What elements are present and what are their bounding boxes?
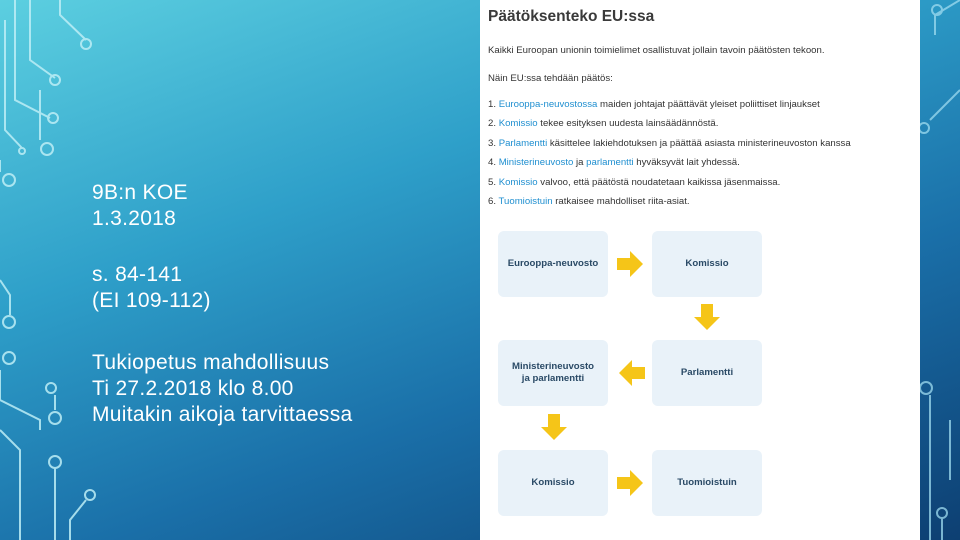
page-range: s. 84-141: [92, 263, 183, 286]
panel-lead: Näin EU:ssa tehdään päätös:: [488, 73, 613, 84]
flow-box-komissio-2: Komissio: [498, 450, 608, 516]
panel-title: Päätöksenteko EU:ssa: [488, 8, 655, 25]
flow-box-tuomioistuin: Tuomioistuin: [652, 450, 762, 516]
list-item: 4. Ministerineuvosto ja parlamentti hyväksyvät lait yhdessä.: [488, 157, 740, 169]
tutoring-other: Muitakin aikoja tarvittaessa: [92, 403, 353, 426]
exam-info: [92, 180, 188, 232]
link-eurooppa-neuvostossa[interactable]: Eurooppa-neuvostossa: [498, 99, 598, 110]
tutoring-info: [92, 350, 353, 428]
decision-steps: [488, 99, 851, 215]
link-parlamentti[interactable]: Parlamentti: [498, 137, 548, 149]
arrow-down-icon-2: [541, 414, 567, 440]
arrow-right-icon: [617, 251, 643, 277]
link-tuomioistuin[interactable]: Tuomioistuin: [498, 195, 553, 207]
tutoring-title: Tukiopetus mahdollisuus: [92, 351, 330, 374]
link-komissio-2[interactable]: Komissio: [498, 176, 538, 188]
list-item: 6. Tuomioistuin ratkaisee mahdolliset riita-asiat.: [488, 195, 690, 207]
eu-decision-panel: [480, 0, 920, 540]
tutoring-time: Ti 27.2.2018 klo 8.00: [92, 377, 294, 400]
list-item: 2. Komissio tekee esityksen uudesta lainsäädännöstä.: [488, 118, 719, 130]
link-parlamentti-2[interactable]: parlamentti: [586, 157, 634, 169]
list-item: 5. Komissio valvoo, että päätöstä noudatetaan kaikissa jäsenmaissa.: [488, 176, 781, 188]
list-item: 1. Eurooppa-neuvostossa maiden johtajat päättävät yleiset poliittiset linjaukset: [488, 99, 820, 110]
flow-box-ministerineuvosto: Ministerineuvosto ja parlamentti: [498, 340, 608, 406]
pages-info: [92, 262, 211, 314]
flow-box-eurooppa-neuvosto: Eurooppa-neuvosto: [498, 231, 608, 297]
flow-box-parlamentti: Parlamentti: [652, 340, 762, 406]
excluded-pages: (EI 109-112): [92, 289, 211, 312]
arrow-left-icon: [619, 360, 645, 386]
panel-intro: Kaikki Euroopan unionin toimielimet osallistuvat jollain tavoin päätösten tekoon.: [488, 45, 825, 56]
list-item: 3. Parlamentti käsittelee lakiehdotuksen ja päättää asiasta ministerineuvoston kanssa: [488, 137, 851, 149]
link-ministerineuvosto[interactable]: Ministerineuvosto: [498, 157, 574, 169]
exam-title: 9B:n KOE: [92, 181, 188, 204]
arrow-right-icon-2: [617, 470, 643, 496]
link-komissio[interactable]: Komissio: [498, 118, 538, 130]
exam-date: 1.3.2018: [92, 207, 177, 230]
arrow-down-icon: [694, 304, 720, 330]
flow-box-komissio: Komissio: [652, 231, 762, 297]
